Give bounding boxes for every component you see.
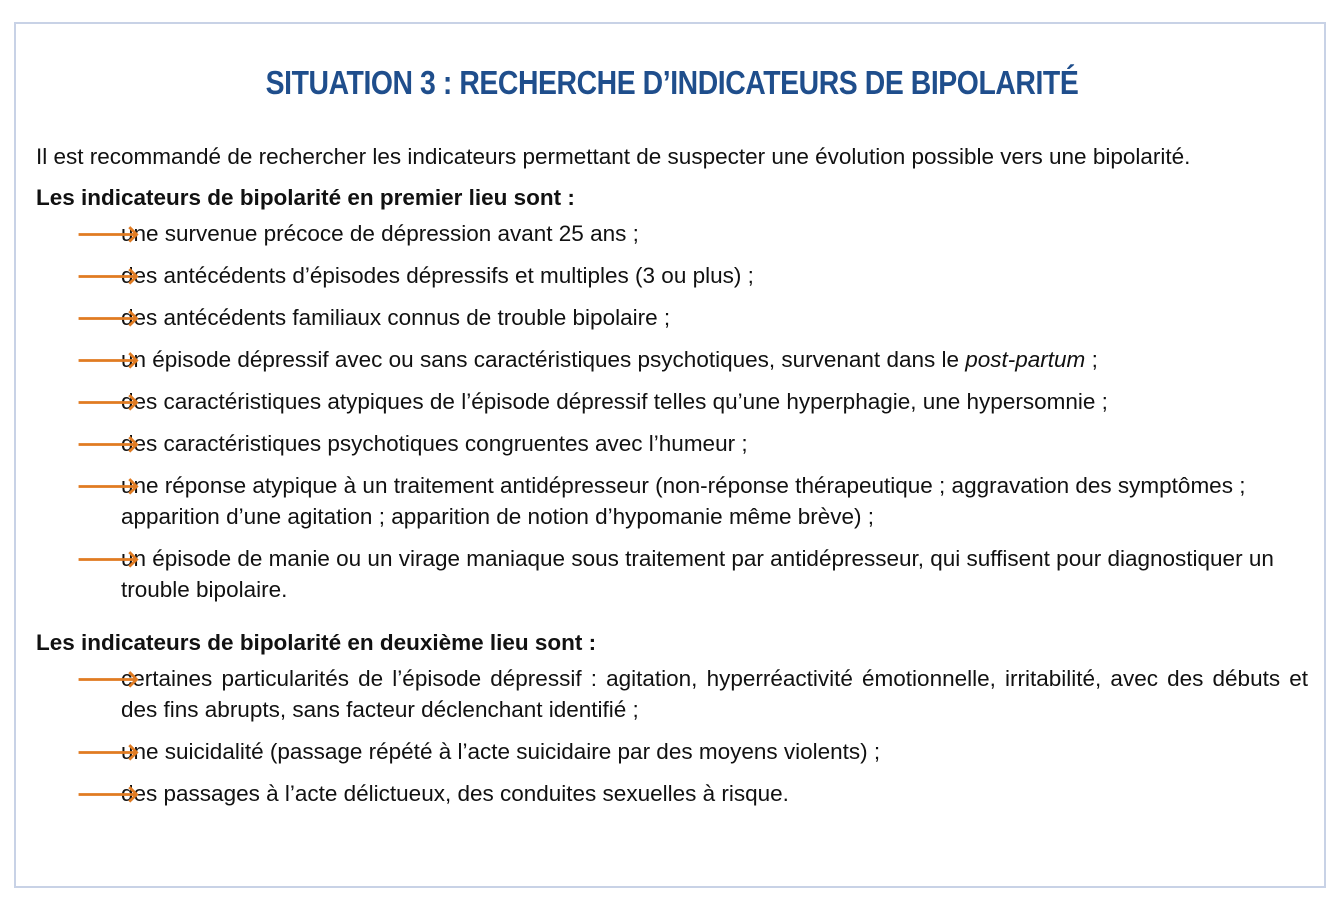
- list-item-text: une survenue précoce de dépression avant 25 ans ;: [121, 221, 639, 246]
- list-item: [36, 260, 1308, 291]
- arrow-right-icon: 🡒: [76, 221, 141, 248]
- list-item: [36, 302, 1308, 333]
- arrow-right-icon: 🡒: [76, 389, 141, 416]
- arrow-right-icon: 🡒: [76, 666, 141, 693]
- arrow-right-icon: 🡒: [76, 473, 141, 500]
- arrow-right-icon: 🡒: [76, 739, 141, 766]
- arrow-right-icon: 🡒: [76, 347, 141, 374]
- second-indicators-list: [36, 663, 1308, 809]
- arrow-right-icon: 🡒: [76, 546, 141, 573]
- list-item: [36, 218, 1308, 249]
- arrow-right-icon: 🡒: [76, 781, 141, 808]
- list-item: [36, 344, 1308, 375]
- list-item-text: des caractéristiques atypiques de l’épisode dépressif telles qu’une hyperphagie, une hypersomnie ;: [121, 389, 1108, 414]
- first-section-heading: Les indicateurs de bipolarité en premier lieu sont :: [36, 185, 575, 210]
- arrow-right-icon: 🡒: [76, 263, 141, 290]
- list-item-text-end: ;: [1085, 347, 1098, 372]
- list-item: [36, 736, 1308, 767]
- list-item-text: [121, 347, 1098, 372]
- list-item: [36, 663, 1308, 725]
- list-item-text: une réponse atypique à un traitement antidépresseur (non-réponse thérapeutique ; aggravation des symptômes ; apparition d’une agitation ; apparition de notion d’hypomanie même brève) ;: [121, 473, 1246, 529]
- list-item: [36, 543, 1308, 605]
- list-item-text: certaines particularités de l’épisode dépressif : agitation, hyperréactivité émotionnelle, irritabilité, avec des débuts et des fins abrupts, sans facteur déclenchant identifié ;: [121, 666, 1308, 722]
- list-item-text: un épisode de manie ou un virage maniaque sous traitement par antidépresseur, qui suffisent pour diagnostiquer un trouble bipolaire.: [121, 546, 1274, 602]
- list-item: [36, 778, 1308, 809]
- list-item-text: des passages à l’acte délictueux, des conduites sexuelles à risque.: [121, 781, 789, 806]
- list-item-text-start: un épisode dépressif avec ou sans caractéristiques psychotiques, survenant dans le: [121, 347, 966, 372]
- second-section-heading: Les indicateurs de bipolarité en deuxième lieu sont :: [36, 630, 597, 655]
- list-item-text: des caractéristiques psychotiques congruentes avec l’humeur ;: [121, 431, 748, 456]
- arrow-right-icon: 🡒: [76, 431, 141, 458]
- italic-term: post-partum: [965, 347, 1086, 372]
- list-item-text: des antécédents familiaux connus de trouble bipolaire ;: [121, 305, 671, 330]
- list-item: [36, 428, 1308, 459]
- arrow-right-icon: 🡒: [76, 305, 141, 332]
- document-body: [36, 141, 1308, 820]
- list-item: [36, 386, 1308, 417]
- list-item: [36, 470, 1308, 532]
- list-item-text: une suicidalité (passage répété à l’acte suicidaire par des moyens violents) ;: [121, 739, 881, 764]
- first-indicators-list: [36, 218, 1308, 605]
- list-item-text: des antécédents d’épisodes dépressifs et multiples (3 ou plus) ;: [121, 263, 754, 288]
- intro-paragraph: Il est recommandé de rechercher les indicateurs permettant de suspecter une évolution possible vers une bipolarité.: [36, 144, 1191, 169]
- page-title: SITUATION 3 : RECHERCHE D’INDICATEURS DE BIPOLARITÉ: [265, 64, 1079, 101]
